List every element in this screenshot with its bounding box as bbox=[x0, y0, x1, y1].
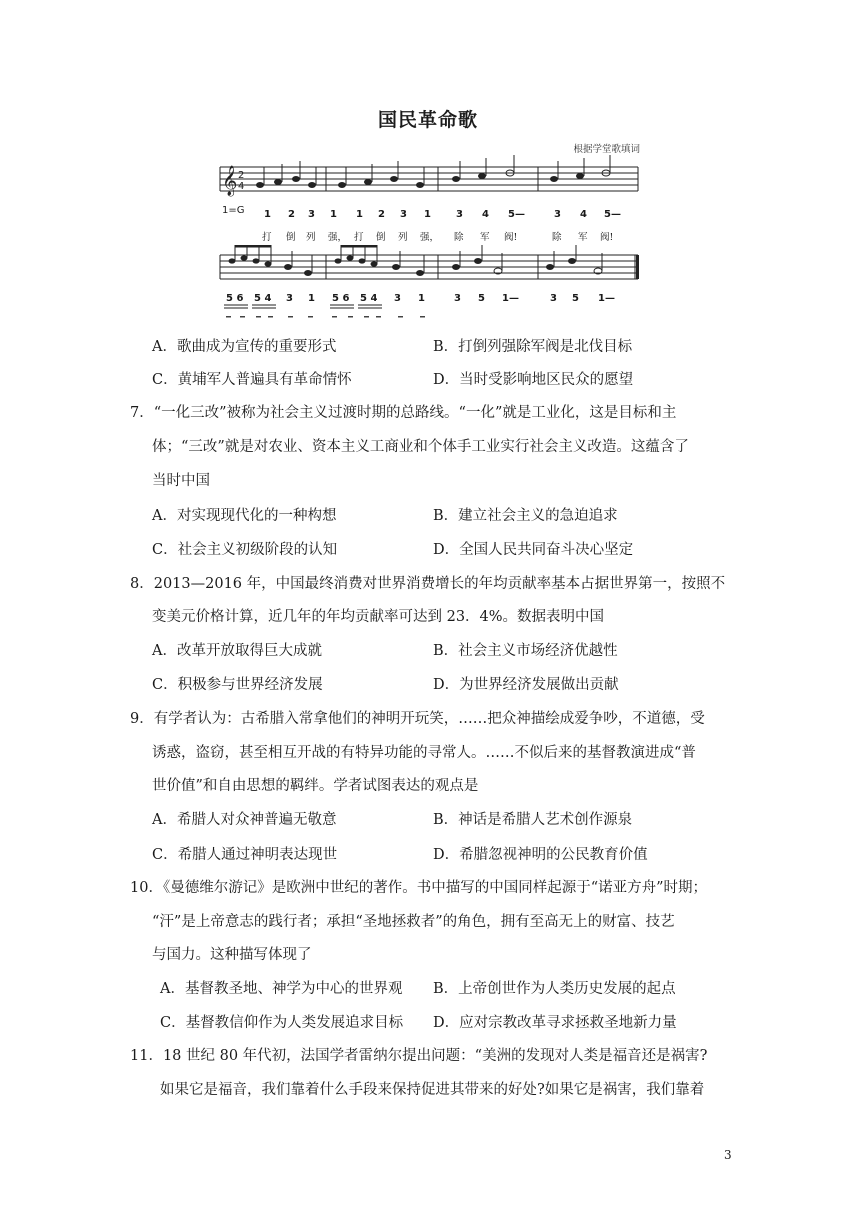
q6-option-b[interactable]: B．打倒列强除军阀是北伐目标 bbox=[433, 339, 633, 355]
q7-stem-line: 当时中国 bbox=[152, 473, 210, 489]
jianpu-number: 3 bbox=[394, 293, 401, 304]
jianpu-number: 1 bbox=[308, 293, 315, 304]
jianpu-number: 5 4 bbox=[360, 293, 378, 304]
lyric-char: 军 bbox=[578, 232, 588, 243]
lyric-char: 阀! bbox=[504, 232, 518, 243]
page-number: 3 bbox=[724, 1148, 732, 1162]
q11-stem-line: 11．18 世纪 80 年代初，法国学者雷纳尔提出问题：“美洲的发现对人类是福音还是祸害? bbox=[130, 1048, 708, 1064]
q7-stem-line: 体；“三改”就是对农业、资本主义工商业和个体手工业实行社会主义改造。这蕴含了 bbox=[152, 439, 689, 455]
lyric-char: 打 bbox=[354, 232, 364, 243]
jianpu-number: 3 bbox=[550, 293, 557, 304]
q10-option-c[interactable]: C．基督教信仰作为人类发展追求目标 bbox=[160, 1015, 404, 1031]
q7-stem-line: 7．“一化三改”被称为社会主义过渡时期的总路线。“一化”就是工业化，这是目标和主 bbox=[130, 405, 677, 421]
jianpu-number: 5 bbox=[572, 293, 579, 304]
jianpu-number: 1 bbox=[330, 209, 337, 220]
q8-option-a[interactable]: A．改革开放取得巨大成就 bbox=[152, 643, 322, 659]
jianpu-number: 1 bbox=[424, 209, 431, 220]
jianpu-number: 2 bbox=[288, 209, 295, 220]
q9-option-d[interactable]: D．希腊忽视神明的公民教育价值 bbox=[433, 847, 648, 863]
lyric-char: 强， bbox=[420, 232, 440, 243]
lyric-char: 军 bbox=[480, 232, 490, 243]
q8-option-d[interactable]: D．为世界经济发展做出贡献 bbox=[433, 677, 619, 693]
jianpu-number: 3 bbox=[286, 293, 293, 304]
jianpu-number: 1 bbox=[356, 209, 363, 220]
svg-text:𝄞: 𝄞 bbox=[222, 166, 238, 196]
q8-option-c[interactable]: C．积极参与世界经济发展 bbox=[152, 677, 323, 693]
q9-option-a[interactable]: A．希腊人对众神普遍无敬意 bbox=[152, 812, 337, 828]
lyric-char: 阀! bbox=[600, 232, 614, 243]
q6-option-d[interactable]: D．当时受影响地区民众的愿望 bbox=[433, 372, 634, 388]
jianpu-number: 4 bbox=[482, 209, 489, 220]
score-title: 国民革命歌 bbox=[377, 109, 478, 131]
jianpu-number: 1 bbox=[264, 209, 271, 220]
jianpu-number: 2 bbox=[378, 209, 385, 220]
lyric-char: 列 bbox=[306, 232, 316, 243]
jianpu-number: 5— bbox=[604, 209, 621, 220]
lyric-char: 除 bbox=[552, 232, 562, 243]
q9-stem-line: 世价值”和自由思想的羁绊。学者试图表达的观点是 bbox=[152, 778, 479, 794]
jianpu-number: 1 bbox=[418, 293, 425, 304]
q10-option-b[interactable]: B．上帝创世作为人类历史发展的起点 bbox=[433, 981, 676, 997]
jianpu-number: 5 6 bbox=[332, 293, 350, 304]
q7-option-b[interactable]: B．建立社会主义的急迫追求 bbox=[433, 508, 618, 524]
q10-stem-line: “汗”是上帝意志的践行者；承担“圣地拯救者”的角色，拥有至高无上的财富、技艺 bbox=[152, 914, 675, 930]
lyric-char: 打 bbox=[262, 232, 272, 243]
q7-option-d[interactable]: D．全国人民共同奋斗决心坚定 bbox=[433, 542, 634, 558]
jianpu-number: 3 bbox=[554, 209, 561, 220]
jianpu-number: 5 4 bbox=[254, 293, 272, 304]
jianpu-number: 4 bbox=[580, 209, 587, 220]
jianpu-number: 5— bbox=[508, 209, 525, 220]
svg-text:4: 4 bbox=[238, 181, 245, 192]
lyric-char: 列 bbox=[398, 232, 408, 243]
jianpu-number: 1— bbox=[502, 293, 519, 304]
score-credit: 根据学堂歌填词 bbox=[573, 144, 640, 155]
q9-stem-line: 诱惑，盗窃，甚至相互开战的有特异功能的寻常人。……不似后来的基督教演进成“普 bbox=[152, 745, 696, 761]
jianpu-number: 5 bbox=[478, 293, 485, 304]
jianpu-number: 5 6 bbox=[226, 293, 244, 304]
q10-option-a[interactable]: A．基督教圣地、神学为中心的世界观 bbox=[160, 981, 403, 997]
q10-option-d[interactable]: D．应对宗教改革寻求拯救圣地新力量 bbox=[433, 1015, 677, 1031]
q9-option-c[interactable]: C．希腊人通过神明表达现世 bbox=[152, 847, 338, 863]
jianpu-number: 3 bbox=[454, 293, 461, 304]
score-row1-numbers bbox=[208, 209, 648, 223]
q9-option-b[interactable]: B．神话是希腊人艺术创作源泉 bbox=[433, 812, 633, 828]
q11-stem-line: 如果它是福音，我们靠着什么手段来保持促进其带来的好处?如果它是祸害，我们靠着 bbox=[160, 1082, 705, 1098]
q10-stem-line: 与国力。这种描写体现了 bbox=[152, 947, 312, 963]
q8-stem-line: 8．2013—2016 年，中国最终消费对世界消费增长的年均贡献率基本占据世界第一，按照不 bbox=[130, 576, 726, 592]
q7-option-c[interactable]: C．社会主义初级阶段的认知 bbox=[152, 542, 338, 558]
score-row1-lyrics bbox=[208, 229, 648, 243]
q6-option-a[interactable]: A．歌曲成为宣传的重要形式 bbox=[152, 339, 337, 355]
jianpu-number: 3 bbox=[456, 209, 463, 220]
q7-option-a[interactable]: A．对实现现代化的一种构想 bbox=[152, 508, 337, 524]
lyric-char: 倒 bbox=[286, 232, 296, 243]
q10-stem-line: 10．《曼德维尔游记》是欧洲中世纪的著作。书中描写的中国同样起源于“诺亚方舟”时期； bbox=[130, 880, 708, 896]
lyric-char: 强， bbox=[328, 232, 348, 243]
svg-text:2: 2 bbox=[238, 170, 245, 181]
q8-stem-line: 变美元价格计算，近几年的年均贡献率可达到 23．4%。数据表明中国 bbox=[152, 609, 605, 625]
lyric-char: 除 bbox=[454, 232, 464, 243]
jianpu-number: 3 bbox=[308, 209, 315, 220]
q6-option-c[interactable]: C．黄埔军人普遍具有革命情怀 bbox=[152, 372, 352, 388]
lyric-char: 倒 bbox=[376, 232, 386, 243]
q8-option-b[interactable]: B．社会主义市场经济优越性 bbox=[433, 643, 618, 659]
score-row2-numbers bbox=[208, 293, 648, 307]
music-score-figure bbox=[208, 105, 648, 320]
jianpu-number: 3 bbox=[400, 209, 407, 220]
jianpu-number: 1— bbox=[598, 293, 615, 304]
score-key: 1=G bbox=[222, 205, 245, 216]
q9-stem-line: 9．有学者认为：古希腊入常拿他们的神明开玩笑，……把众神描绘成爱争吵，不道德，受 bbox=[130, 711, 705, 727]
